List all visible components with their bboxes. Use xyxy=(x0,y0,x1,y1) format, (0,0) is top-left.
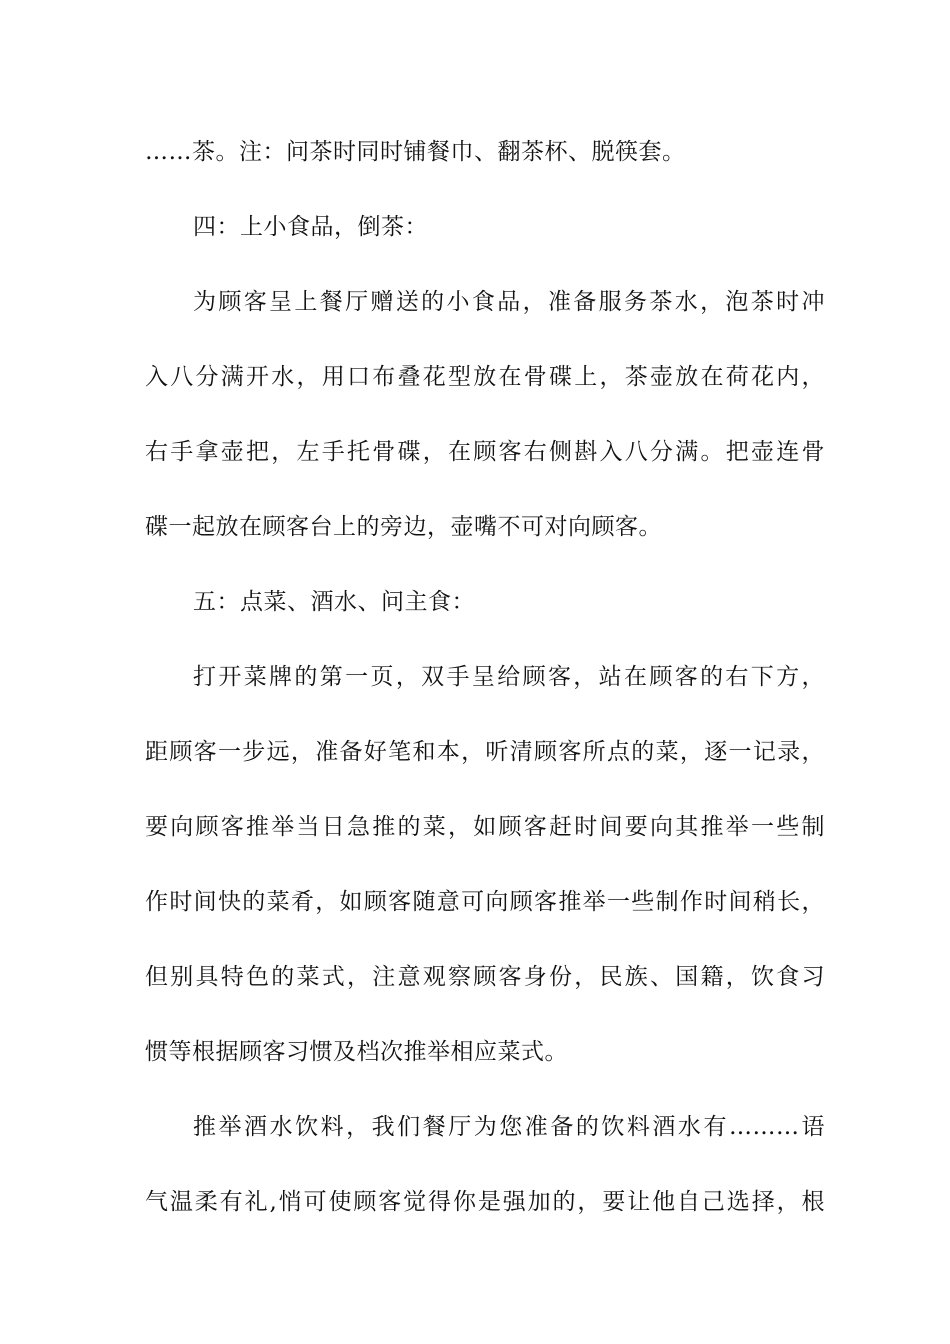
text-line-11: 作时间快的菜肴，如顾客随意可向顾客推举一些制作时间稍长， xyxy=(145,889,825,915)
text-line-15: 气温柔有礼,悄可使顾客觉得你是强加的，要让他自己选择，根 xyxy=(145,1189,825,1215)
text-line-5: 右手拿壶把，左手托骨碟，在顾客右侧斟入八分满。把壶连骨 xyxy=(145,439,825,465)
text-line-14: 推举酒水饮料，我们餐厅为您准备的饮料酒水有………语 xyxy=(193,1114,825,1140)
text-line-9: 距顾客一步远，准备好笔和本，听清顾客所点的菜，逐一记录， xyxy=(145,739,825,765)
text-line-4: 入八分满开水，用口布叠花型放在骨碟上，茶壶放在荷花内， xyxy=(145,364,825,390)
text-line-1: ……茶。注：问茶时同时铺餐巾、翻茶杯、脱筷套。 xyxy=(145,139,686,165)
section-heading-5: 五：点菜、酒水、问主食： xyxy=(193,589,475,615)
text-line-6: 碟一起放在顾客台上的旁边，壶嘴不可对向顾客。 xyxy=(145,514,662,540)
text-line-12: 但别具特色的菜式，注意观察顾客身份，民族、国籍，饮食习 xyxy=(145,964,825,990)
text-line-13: 惯等根据顾客习惯及档次推举相应菜式。 xyxy=(145,1039,568,1065)
text-line-3: 为顾客呈上餐厅赠送的小食品，准备服务茶水，泡茶时冲 xyxy=(193,289,825,315)
text-line-8: 打开菜牌的第一页，双手呈给顾客，站在顾客的右下方， xyxy=(193,664,825,690)
text-line-10: 要向顾客推举当日急推的菜，如顾客赶时间要向其推举一些制 xyxy=(145,814,825,840)
section-heading-4: 四：上小食品，倒茶： xyxy=(193,214,428,240)
